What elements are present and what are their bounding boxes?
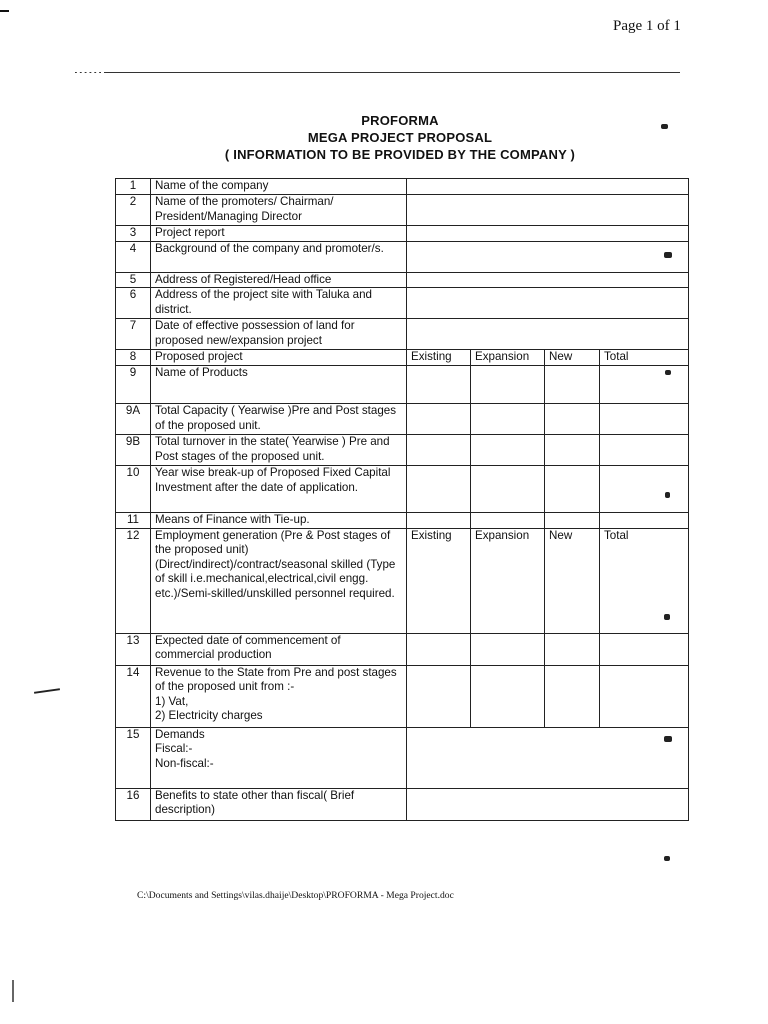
row-number: 14 [116,665,151,727]
answer-cell[interactable] [407,272,689,288]
answer-cell[interactable] [407,195,689,226]
table-row [116,788,689,820]
table-row [116,288,689,319]
row-number: 7 [116,319,151,350]
table-row [116,727,689,788]
column-header-total: Total [600,350,689,366]
row-number: 8 [116,350,151,366]
row-number: 9 [116,366,151,404]
answer-cell-new[interactable] [545,513,600,529]
row-number: 9B [116,435,151,466]
scan-speck [664,614,670,620]
table-row [116,195,689,226]
table-row [116,466,689,513]
row-number: 15 [116,727,151,788]
answer-cell-existing[interactable] [407,466,471,513]
answer-cell-new[interactable] [545,404,600,435]
answer-cell-new[interactable] [545,435,600,466]
answer-cell-existing[interactable] [407,633,471,665]
row-label: Proposed project [151,350,407,366]
table-row [116,350,689,366]
answer-cell-existing[interactable] [407,366,471,404]
row-label [151,665,407,727]
row-number: 11 [116,513,151,529]
answer-cell[interactable] [407,179,689,195]
answer-cell-expansion[interactable] [471,633,545,665]
answer-cell-new[interactable] [545,665,600,727]
row-number: 16 [116,788,151,820]
row-number: 1 [116,179,151,195]
scan-speck [664,252,672,258]
row-label: Expected date of commencement of commercial production [151,633,407,665]
row-label: Name of Products [151,366,407,404]
answer-cell-total[interactable] [600,466,689,513]
row-number: 5 [116,272,151,288]
row-label: Employment generation (Pre & Post stages of the proposed unit) (Direct/indirect)/contract/seasonal skilled (Type of skill i.e.mechanical,electrical,civil engg. etc.)/Semi-skilled/unskilled personnel required. [151,528,407,633]
answer-cell[interactable] [407,226,689,242]
column-header-new: New [545,528,600,633]
answer-cell-total[interactable] [600,435,689,466]
answer-cell-existing[interactable] [407,435,471,466]
column-header-existing: Existing [407,528,471,633]
table-row [116,435,689,466]
row-label: Means of Finance with Tie-up. [151,513,407,529]
answer-cell-total[interactable] [600,633,689,665]
row-label [151,727,407,788]
answer-cell[interactable] [407,319,689,350]
answer-cell-new[interactable] [545,366,600,404]
row-label-line: Fiscal:- [155,742,193,755]
answer-cell-existing[interactable] [407,665,471,727]
answer-cell-total[interactable] [600,665,689,727]
table-row [116,241,689,272]
footer-file-path: C:\Documents and Settings\vilas.dhaije\Desktop\PROFORMA - Mega Project.doc [137,890,454,901]
table-row [116,665,689,727]
answer-cell-expansion[interactable] [471,366,545,404]
answer-cell-expansion[interactable] [471,513,545,529]
answer-cell-total[interactable] [600,366,689,404]
answer-cell[interactable] [407,788,689,820]
row-label: Benefits to state other than fiscal( Brief description) [151,788,407,820]
row-label-line: Demands [155,727,205,741]
row-number: 12 [116,528,151,633]
title-proforma: PROFORMA [361,113,439,128]
scan-speck [664,736,672,742]
column-header-expansion: Expansion [471,350,545,366]
column-header-total: Total [600,528,689,633]
table-row [116,366,689,404]
answer-cell[interactable] [407,727,689,788]
row-label: Background of the company and promoter/s. [151,241,407,272]
row-label-line: Non-fiscal:- [155,756,214,770]
row-number: 10 [116,466,151,513]
row-label: Total turnover in the state( Yearwise ) Pre and Post stages of the proposed unit. [151,435,407,466]
row-number: 13 [116,633,151,665]
answer-cell-expansion[interactable] [471,665,545,727]
row-label: Address of the project site with Taluka and district. [151,288,407,319]
row-number: 2 [116,195,151,226]
row-label: Total Capacity ( Yearwise )Pre and Post stages of the proposed unit. [151,404,407,435]
column-header-expansion: Expansion [471,528,545,633]
scan-speck [12,980,14,1002]
answer-cell-expansion[interactable] [471,404,545,435]
answer-cell-total[interactable] [600,404,689,435]
title-mega-project: MEGA PROJECT PROPOSAL [307,130,493,145]
scan-speck [665,370,671,375]
top-rule-gap [72,72,104,73]
table-row [116,513,689,529]
top-rule [72,72,680,73]
table-row [116,319,689,350]
row-label-line: 2) Electricity charges [155,709,263,722]
title-information: ( INFORMATION TO BE PROVIDED BY THE COMPANY ) [224,147,576,162]
answer-cell-new[interactable] [545,466,600,513]
table-row [116,404,689,435]
table-row [116,633,689,665]
row-label-line: Revenue to the State from Pre and post stages of the proposed unit from :- [155,665,397,693]
table-row [116,179,689,195]
row-number: 6 [116,288,151,319]
row-number: 9A [116,404,151,435]
row-label: Date of effective possession of land for proposed new/expansion project [151,319,407,350]
table-row [116,528,689,633]
row-label: Name of the promoters/ Chairman/ President/Managing Director [151,195,407,226]
scan-speck [665,492,670,498]
answer-cell-expansion[interactable] [471,435,545,466]
table-row [116,226,689,242]
row-label: Address of Registered/Head office [151,272,407,288]
answer-cell[interactable] [407,288,689,319]
row-label: Year wise break-up of Proposed Fixed Capital Investment after the date of application. [151,466,407,513]
table-row [116,272,689,288]
column-header-new: New [545,350,600,366]
page-number-label: Page 1 of 1 [613,18,681,34]
column-header-existing: Existing [407,350,471,366]
answer-cell-expansion[interactable] [471,466,545,513]
scan-speck [664,856,670,861]
answer-cell-existing[interactable] [407,404,471,435]
row-label-line: 1) Vat, [155,694,189,708]
row-number: 3 [116,226,151,242]
proforma-table [115,178,689,821]
row-label: Name of the company [151,179,407,195]
scan-edge-mark [0,10,9,12]
scan-speck [34,688,60,694]
scan-speck [661,124,668,129]
answer-cell[interactable] [407,241,689,272]
row-label: Project report [151,226,407,242]
answer-cell-new[interactable] [545,633,600,665]
answer-cell-total[interactable] [600,513,689,529]
row-number: 4 [116,241,151,272]
answer-cell-existing[interactable] [407,513,471,529]
